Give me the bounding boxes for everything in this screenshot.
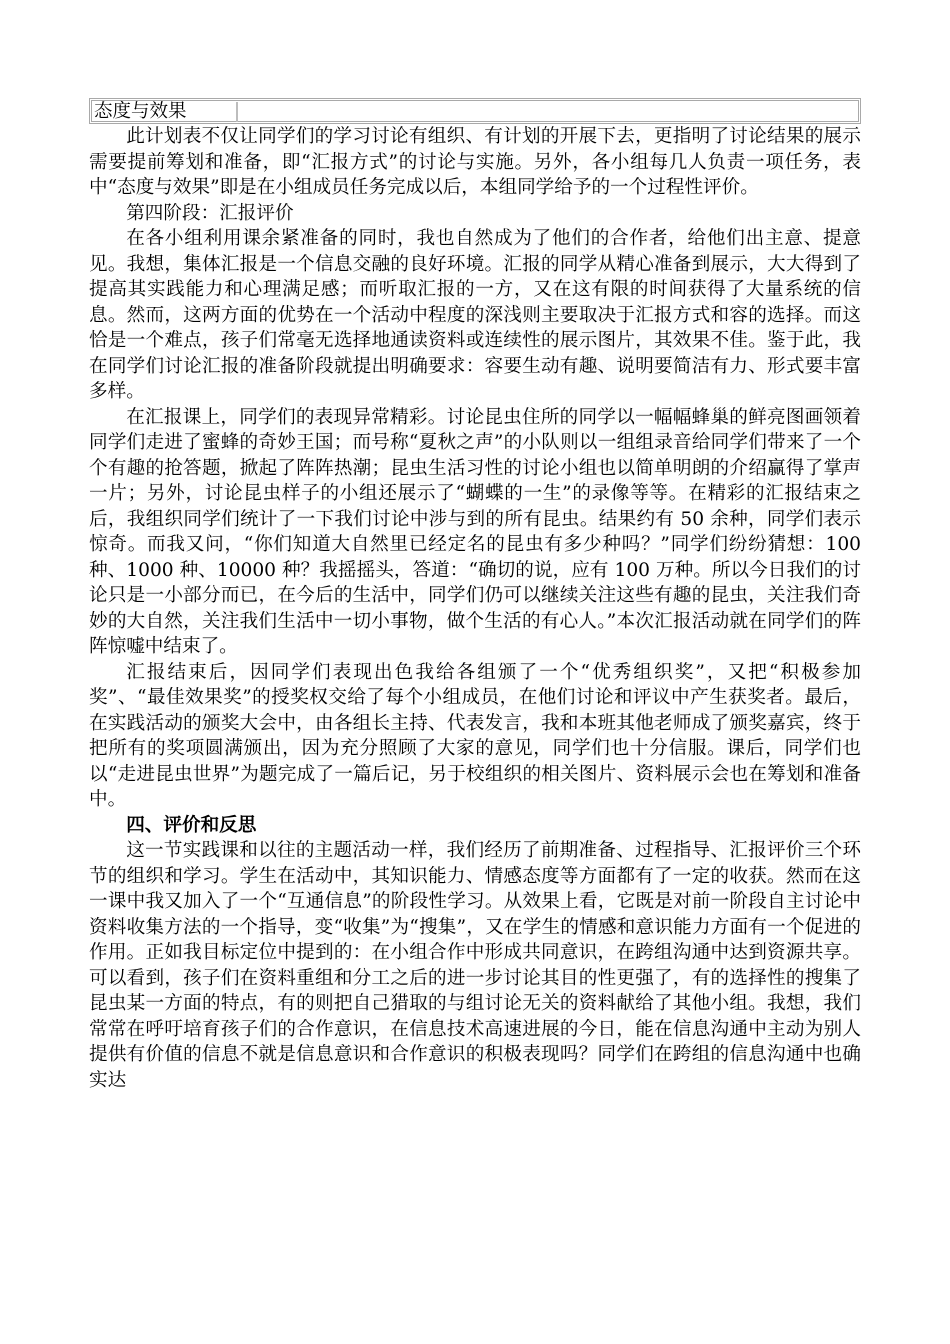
evaluation-table-row [89,98,861,124]
paragraph-awards: 汇报结束后，因同学们表现出色我给各组颁了一个“优秀组织奖”，又把“积极参加奖”、“最佳效果奖”的授奖权交给了每个小组成员，在他们讨论和评议中产生获奖者。最后，在实践活动的颁奖大会中，由各组长主持、代表发言，我和本班其他老师成了颁奖嘉宾，终于把所有的奖项圆满颁出，因为充分照顾了大家的意见，同学们也十分信服。课后，同学们也以“走进昆虫世界”为题完成了一篇后记，另于校组织的相关图片、资料展示会也在筹划和准备中。 [89,661,861,810]
stage-four-heading: 第四阶段：汇报评价 [126,202,294,224]
table-cell-attitude-label: 态度与效果 [93,102,238,122]
table-cell-attitude-value [238,102,857,122]
paragraph-plan-summary: 此计划表不仅让同学们的学习讨论有组织、有计划的开展下去，更指明了讨论结果的展示需要提前筹划和准备，即“汇报方式”的讨论与实施。另外，各小组每几人负责一项任务，表中“态度与效果”即是在小组成员任务完成以后，本组同学给予的一个过程性评价。 [89,126,861,198]
section-heading-evaluation: 四、评价和反思 [126,814,257,836]
document-page [89,98,861,1093]
paragraph-report-class: 在汇报课上，同学们的表现异常精彩。讨论昆虫住所的同学以一幅幅蜂巢的鲜亮图画领着同学们走进了蜜蜂的奇妙王国；而号称“夏秋之声”的小队则以一组组录音给同学们带来了一个个有趣的抢答题，掀起了阵阵热潮；昆虫生活习性的讨论小组也以简单明朗的介绍赢得了掌声一片；另外，讨论昆虫样子的小组还展示了“蝴蝶的一生”的录像等等。在精彩的汇报结束之后，我组织同学们统计了一下我们讨论中涉与到的所有昆虫。结果约有 50 余种，同学们表示惊奇。而我又问，“你们知道大自然里已经定名的昆虫有多少种吗？”同学们纷纷猜想：100 种、1000 种、10000 种？我摇摇头，答道：“确切的说，应有 100 万种。所以今日我们的讨论只是一小部分而已，在今后的生活中，同学们仍可以继续关注这些有趣的昆虫，关注我们奇妙的大自然，关注我们生活中一切小事物，做个生活的有心人。”本次汇报活动就在同学们的阵阵惊嘘中结束了。 [89,406,861,657]
paragraph-report-prep: 在各小组利用课余紧准备的同时，我也自然成为了他们的合作者，给他们出主意、提意见。我想，集体汇报是一个信息交融的良好环境。汇报的同学从精心准备到展示，大大得到了提高其实践能力和心理满足感；而听取汇报的一方，又在这有限的时间获得了大量系统的信息。然而，这两方面的优势在一个活动中程度的深浅则主要取决于汇报方式和容的选择。而这恰是一个难点，孩子们常毫无选择地通读资料或连续性的展示图片，其效果不佳。鉴于此，我在同学们讨论汇报的准备阶段就提出明确要求：容要生动有趣、说明要简洁有力、形式要丰富多样。 [89,228,861,402]
paragraph-reflection: 这一节实践课和以往的主题活动一样，我们经历了前期准备、过程指导、汇报评价三个环节的组织和学习。学生在活动中，其知识能力、情感态度等方面都有了一定的收获。然而在这一课中我又加入了一个“互通信息”的阶段性学习。从效果上看，它既是对前一阶段自主讨论中资料收集方法的一个指导，变“收集”为“搜集”，又在学生的情感和意识能力方面有一个促进的作用。正如我目标定位中提到的：在小组合作中形成共同意识，在跨组沟通中达到资源共享。可以看到，孩子们在资料重组和分工之后的进一步讨论其目的性更强了，有的选择性的搜集了昆虫某一方面的特点，有的则把自己猎取的与组讨论无关的资料献给了其他小组。我想，我们常常在呼吁培育孩子们的合作意识，在信息技术高速进展的今日，能在信息沟通中主动为别人提供有价值的信息不就是信息意识和合作意识的积极表现吗？同学们在跨组的信息沟通中也确实达 [89,840,861,1091]
body-text [89,124,861,1093]
